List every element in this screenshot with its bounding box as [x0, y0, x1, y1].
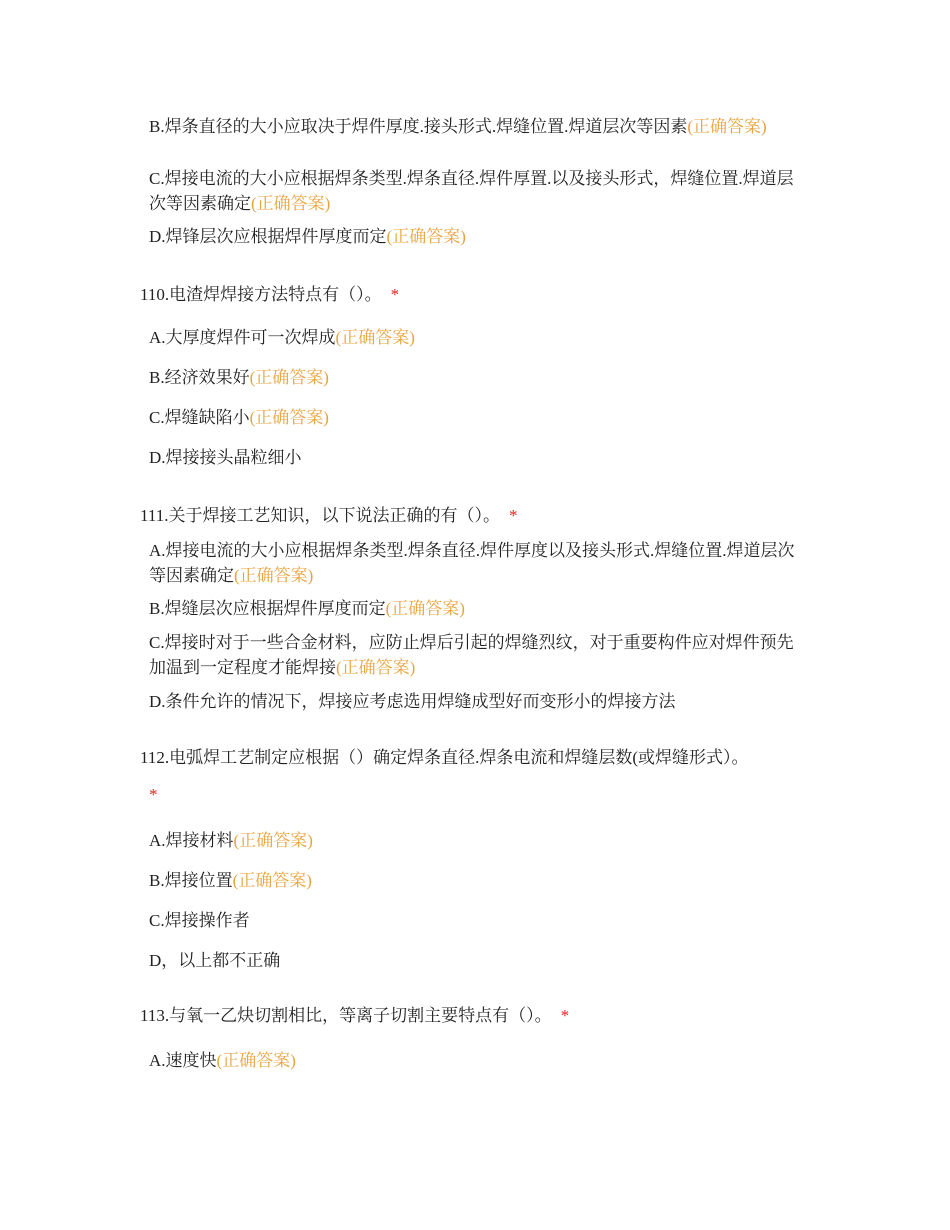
required-mark: * — [390, 285, 400, 304]
option-label: B.经济效果好 — [149, 368, 250, 387]
option-label: D.条件允许的情况下，焊接应考虑选用焊缝成型好而变形小的焊接方法 — [149, 692, 676, 711]
correct-answer-tag: (正确答案) — [234, 565, 314, 585]
question-label: 110.电渣焊焊接方法特点有（）。 — [140, 285, 382, 304]
answer-option — [149, 326, 804, 351]
answer-option — [149, 690, 804, 715]
option-label: C.焊缝缺陷小 — [149, 408, 250, 427]
answer-option — [149, 406, 804, 431]
answer-option — [149, 446, 804, 471]
correct-answer-tag: (正确答案) — [233, 831, 313, 850]
question-label: 111.关于焊接工艺知识，以下说法正确的有（）。 — [140, 506, 500, 525]
question-text — [140, 739, 765, 813]
answer-option — [149, 115, 804, 140]
required-mark: * — [560, 1006, 570, 1025]
required-mark: * — [509, 506, 518, 525]
option-label: D.焊锋层次应根据焊件厚度而定 — [149, 227, 387, 246]
option-label: D.焊接接头晶粒细小 — [149, 448, 302, 467]
option-label: B.焊缝层次应根据焊件厚度而定 — [149, 599, 386, 618]
correct-answer-tag: (正确答案) — [335, 328, 415, 347]
option-label: C.焊接电流的大小应根据焊条类型.焊条直径.焊件厚置.以及接头形式，焊缝位置.焊道层次等因素确定 — [149, 169, 794, 213]
answer-option — [149, 631, 804, 680]
correct-answer-tag: (正确答案) — [251, 193, 331, 213]
question-text — [140, 997, 765, 1034]
correct-answer-tag: (正确答案) — [687, 117, 767, 136]
option-label: A.速度快 — [149, 1051, 217, 1070]
correct-answer-tag: (正确答案) — [385, 599, 465, 618]
question-label: 113.与氧一乙炔切割相比，等离子切割主要特点有（）。 — [140, 1006, 552, 1025]
option-label: A.焊接材料 — [149, 831, 234, 850]
option-label: B.焊接位置 — [149, 871, 233, 890]
option-label: B.焊条直径的大小应取决于焊件厚度.接头形式.焊缝位置.焊道层次等因素 — [149, 117, 688, 136]
answer-option — [149, 829, 804, 854]
answer-option — [149, 869, 804, 894]
option-label: C.焊接操作者 — [149, 911, 250, 930]
answer-option — [149, 167, 804, 216]
answer-option — [149, 949, 804, 974]
question-label: 112.电弧焊工艺制定应根据（）确定焊条直径.焊条电流和焊缝层数(或焊缝形式）。 — [140, 748, 749, 767]
option-label: C.焊接时对于一些合金材料，应防止焊后引起的焊缝烈纹，对于重要构件应对焊件预先加温到一定程度才能焊接 — [149, 633, 794, 677]
answer-option — [149, 366, 804, 391]
answer-option — [149, 539, 804, 588]
option-label: A.大厚度焊件可一次焊成 — [149, 328, 336, 347]
option-label: A.焊接电流的大小应根据焊条类型.焊条直径.焊件厚度以及接头形式.焊缝位置.焊道层次等因素确定 — [149, 541, 795, 585]
required-mark: * — [149, 785, 158, 804]
correct-answer-tag: (正确答案) — [336, 657, 416, 677]
answer-option — [149, 597, 804, 622]
option-label: D，以上都不正确 — [149, 951, 281, 970]
answer-option — [149, 225, 804, 250]
correct-answer-tag: (正确答案) — [232, 871, 312, 890]
question-text — [140, 276, 765, 313]
question-text — [140, 497, 765, 534]
answer-option — [149, 1049, 804, 1074]
correct-answer-tag: (正确答案) — [249, 368, 329, 387]
correct-answer-tag: (正确答案) — [386, 227, 466, 246]
answer-option — [149, 909, 804, 934]
correct-answer-tag: (正确答案) — [249, 408, 329, 427]
correct-answer-tag: (正确答案) — [216, 1051, 296, 1070]
